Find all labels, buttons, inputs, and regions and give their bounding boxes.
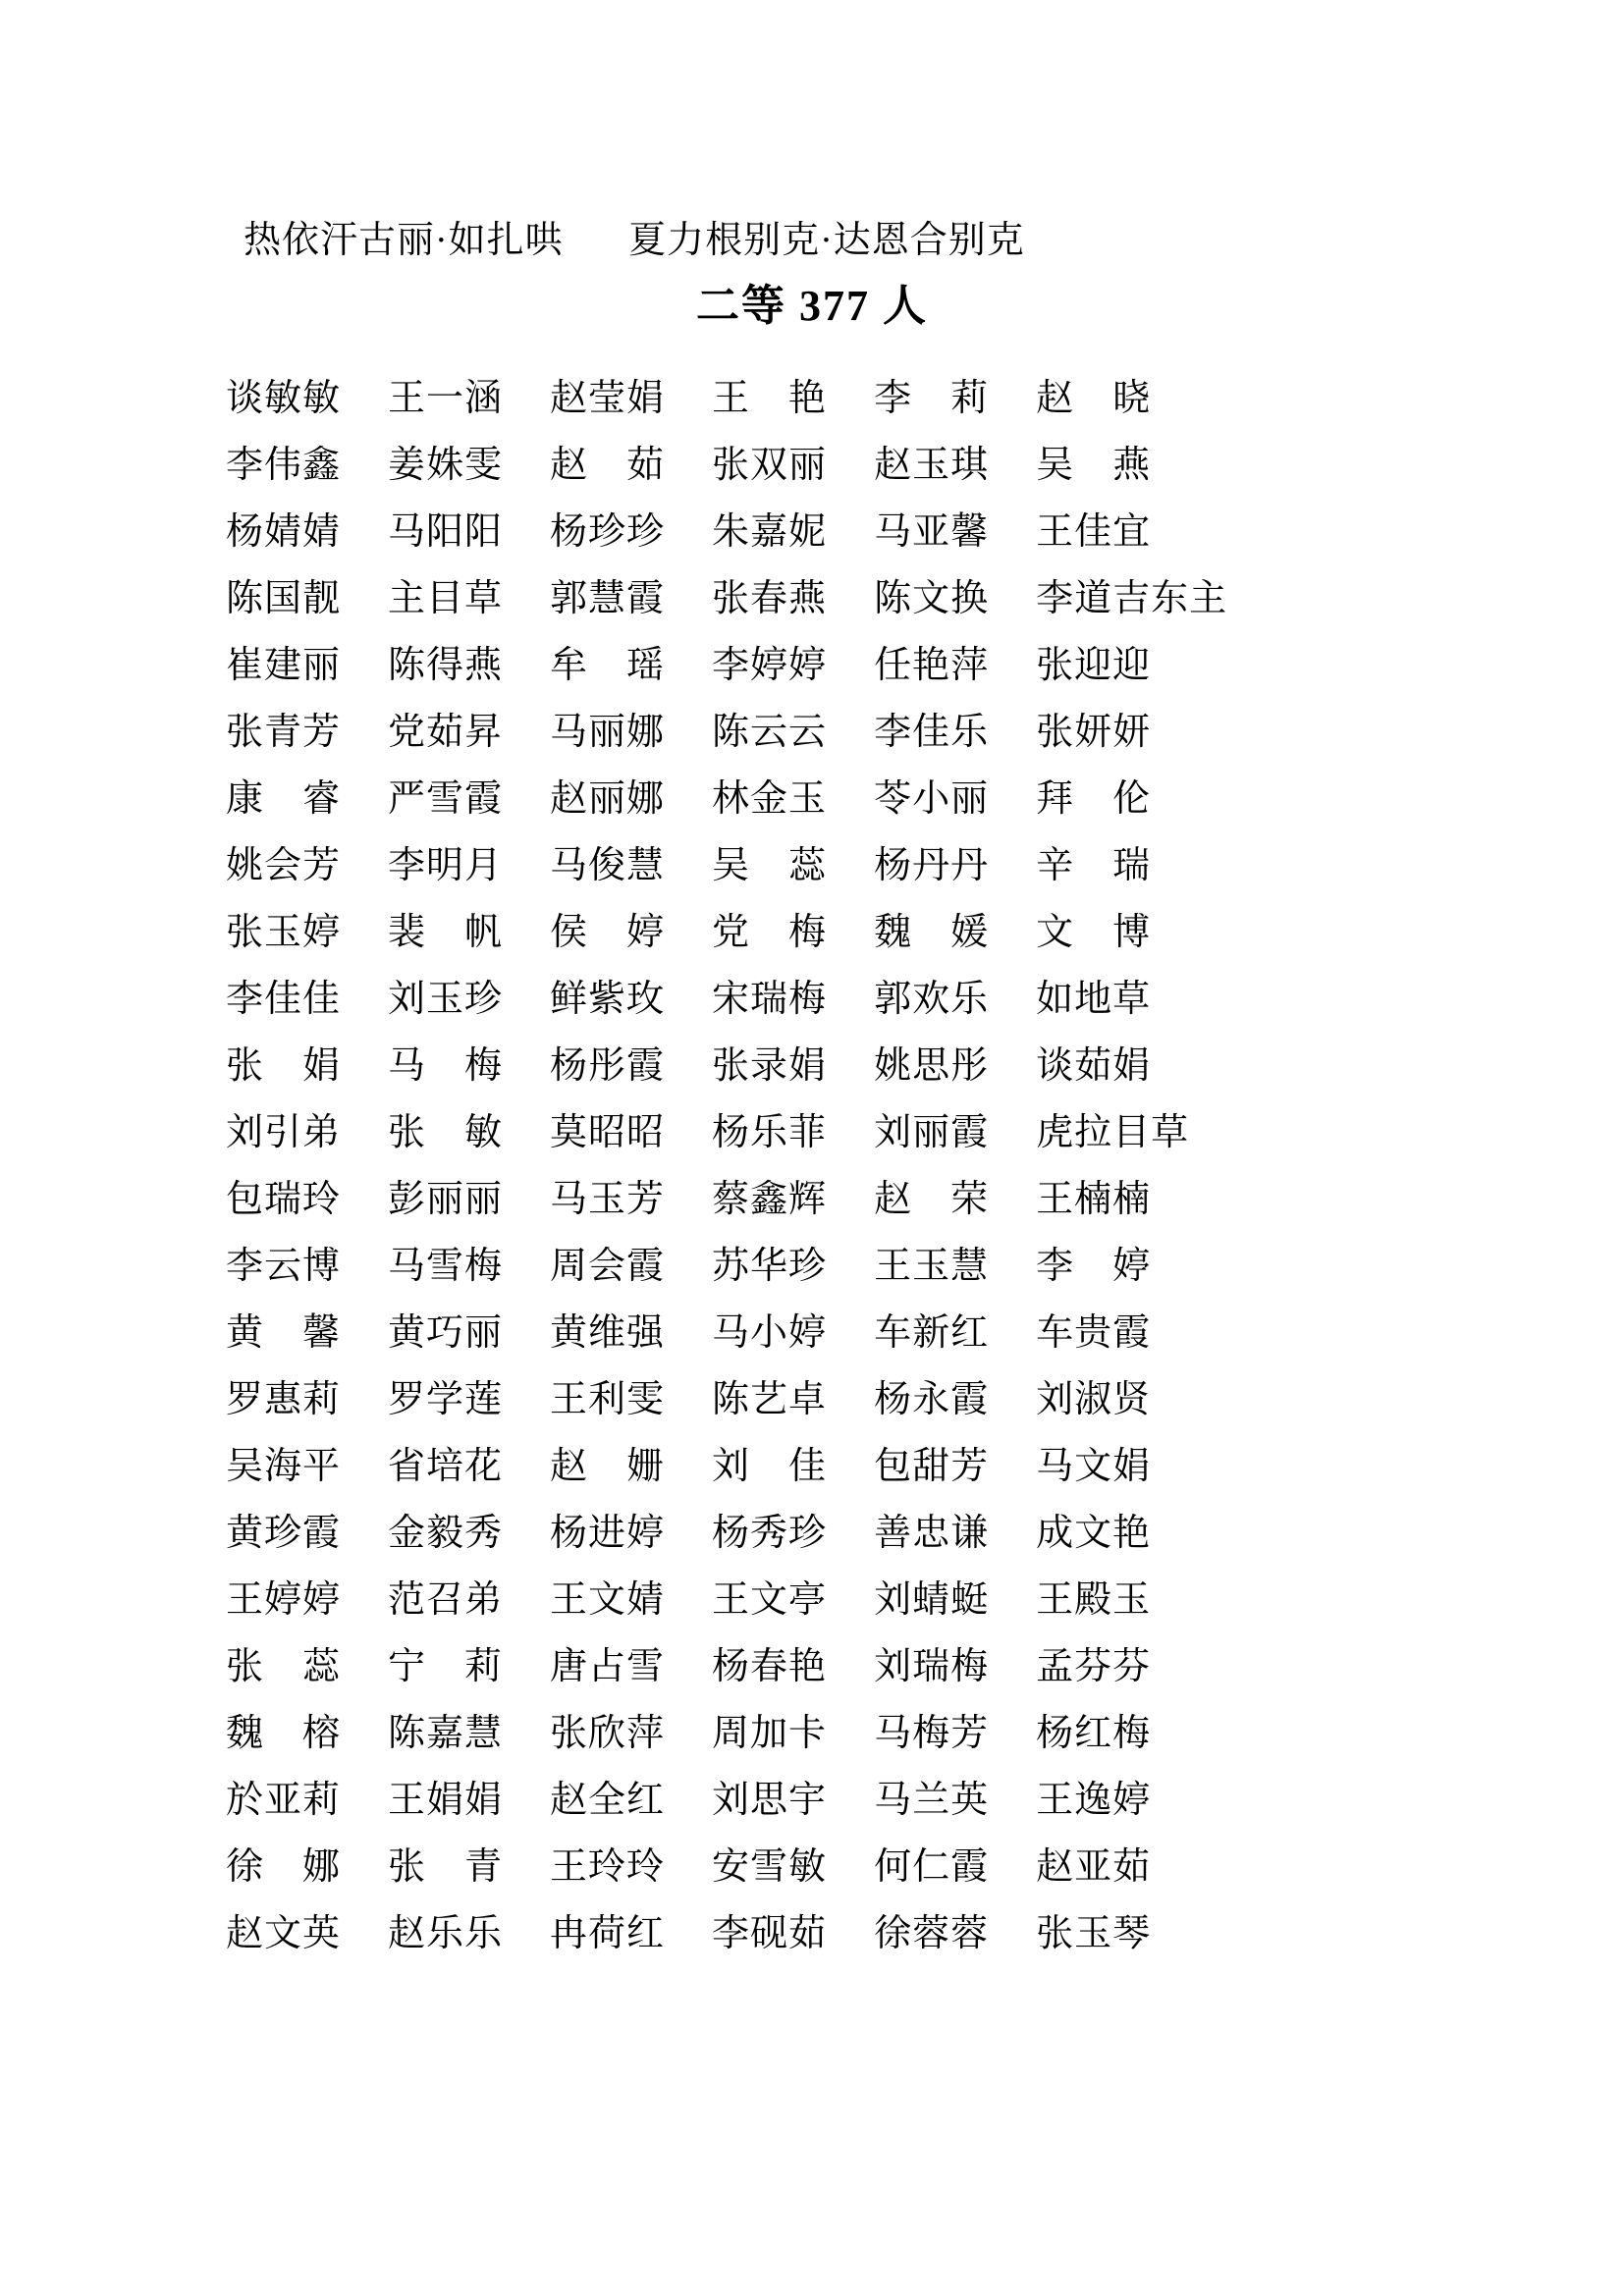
- name-row: [226, 1433, 1227, 1500]
- name-cell: 李云博: [226, 1246, 342, 1287]
- name-cell: 张 蕊: [226, 1646, 342, 1687]
- name-cell: 郭欢乐: [874, 979, 990, 1020]
- section-title: 二等 377 人: [696, 282, 928, 330]
- name-cell: 杨永霞: [874, 1379, 990, 1420]
- name-cell: 文 博: [1036, 912, 1152, 953]
- name-row: [226, 699, 1227, 766]
- name-cell: 赵 茹: [550, 445, 666, 486]
- name-cell: 苓小丽: [874, 778, 990, 820]
- name-cell: 吴海平: [226, 1446, 342, 1487]
- name-cell: 刘瑞梅: [874, 1646, 990, 1687]
- name-row: [226, 499, 1227, 565]
- name-row: [226, 832, 1227, 899]
- name-cell: 陈得燕: [388, 645, 504, 686]
- name-cell: 党 梅: [712, 912, 828, 953]
- name-row: [226, 632, 1227, 699]
- name-row: [226, 432, 1227, 499]
- name-cell: 刘蜻蜓: [874, 1579, 990, 1621]
- name-cell: 李佳乐: [874, 712, 990, 753]
- name-cell: 谈敏敏: [226, 378, 342, 419]
- name-cell: 牟 瑶: [550, 645, 666, 686]
- name-cell: 彭丽丽: [388, 1179, 504, 1220]
- name-cell: 王 艳: [712, 378, 828, 419]
- name-cell: 朱嘉妮: [712, 511, 828, 553]
- name-cell: 李砚茹: [712, 1913, 828, 1954]
- name-cell: 范召弟: [388, 1579, 504, 1621]
- name-cell: 徐蓉蓉: [874, 1913, 990, 1954]
- name-cell: 张玉琴: [1036, 1913, 1152, 1954]
- name-cell: 成文艳: [1036, 1513, 1152, 1554]
- name-row: [226, 1500, 1227, 1567]
- name-cell: 马阳阳: [388, 511, 504, 553]
- name-cell: 张欣萍: [550, 1713, 666, 1754]
- name-cell: 王一涵: [388, 378, 504, 419]
- name-cell: 姜姝雯: [388, 445, 504, 486]
- name-cell: 郭慧霞: [550, 578, 666, 619]
- name-row: [226, 1633, 1227, 1700]
- name-cell: 杨秀珍: [712, 1513, 828, 1554]
- name-cell: 辛 瑞: [1036, 845, 1152, 886]
- name-cell: 杨红梅: [1036, 1713, 1152, 1754]
- name-row: [226, 1366, 1227, 1433]
- name-cell: 崔建丽: [226, 645, 342, 686]
- name-row: [226, 565, 1227, 632]
- name-cell: 严雪霞: [388, 778, 504, 820]
- name-cell: 徐 娜: [226, 1846, 342, 1888]
- name-cell: 黄珍霞: [226, 1513, 342, 1554]
- name-cell: 李佳佳: [226, 979, 342, 1020]
- name-cell: 周会霞: [550, 1246, 666, 1287]
- name-cell: 冉荷红: [550, 1913, 666, 1954]
- name-cell: 拜 伦: [1036, 778, 1152, 820]
- name-cell: 马 梅: [388, 1045, 504, 1087]
- name-row: [226, 1567, 1227, 1633]
- name-cell: 李伟鑫: [226, 445, 342, 486]
- name-row: [226, 1700, 1227, 1767]
- name-cell: 赵亚茹: [1036, 1846, 1152, 1888]
- name-cell: 王文亭: [712, 1579, 828, 1621]
- name-cell: 赵玉琪: [874, 445, 990, 486]
- name-cell: 李道吉东主: [1036, 578, 1228, 619]
- name-cell: 杨珍珍: [550, 511, 666, 553]
- name-cell: 张春燕: [712, 578, 828, 619]
- name-cell: 马小婷: [712, 1312, 828, 1354]
- award-name: 热依汗古丽·如扎哄: [244, 220, 564, 261]
- name-cell: 罗惠莉: [226, 1379, 342, 1420]
- name-cell: 罗学莲: [388, 1379, 504, 1420]
- name-cell: 姚会芳: [226, 845, 342, 886]
- name-cell: 蔡鑫辉: [712, 1179, 828, 1220]
- name-cell: 谈茹娟: [1036, 1045, 1152, 1087]
- name-cell: 虎拉目草: [1036, 1112, 1190, 1153]
- name-cell: 李 婷: [1036, 1246, 1152, 1287]
- name-row: [226, 1900, 1227, 1967]
- name-cell: 吴 蕊: [712, 845, 828, 886]
- name-cell: 魏 媛: [874, 912, 990, 953]
- name-cell: 马俊慧: [550, 845, 666, 886]
- name-cell: 杨乐菲: [712, 1112, 828, 1153]
- name-cell: 姚思彤: [874, 1045, 990, 1087]
- name-cell: 刘丽霞: [874, 1112, 990, 1153]
- name-grid: [226, 365, 1227, 1967]
- name-cell: 王婷婷: [226, 1579, 342, 1621]
- name-cell: 包甜芳: [874, 1446, 990, 1487]
- name-cell: 张迎迎: [1036, 645, 1152, 686]
- name-cell: 魏 榕: [226, 1713, 342, 1754]
- name-cell: 赵 晓: [1036, 378, 1152, 419]
- name-cell: 马丽娜: [550, 712, 666, 753]
- name-cell: 金毅秀: [388, 1513, 504, 1554]
- name-cell: 李明月: [388, 845, 504, 886]
- name-cell: 赵文英: [226, 1913, 342, 1954]
- name-cell: 王娟娟: [388, 1780, 504, 1821]
- name-cell: 赵全红: [550, 1780, 666, 1821]
- name-cell: 王文婧: [550, 1579, 666, 1621]
- name-cell: 莫昭昭: [550, 1112, 666, 1153]
- name-row: [226, 1767, 1227, 1834]
- name-cell: 车新红: [874, 1312, 990, 1354]
- name-cell: 鲜紫玫: [550, 979, 666, 1020]
- name-cell: 陈艺卓: [712, 1379, 828, 1420]
- name-row: [226, 766, 1227, 832]
- name-row: [226, 1834, 1227, 1900]
- name-cell: 赵 姗: [550, 1446, 666, 1487]
- name-cell: 杨进婷: [550, 1513, 666, 1554]
- name-cell: 宋瑞梅: [712, 979, 828, 1020]
- name-cell: 任艳萍: [874, 645, 990, 686]
- name-cell: 吴 燕: [1036, 445, 1152, 486]
- name-cell: 李婷婷: [712, 645, 828, 686]
- name-cell: 刘玉珍: [388, 979, 504, 1020]
- name-row: [226, 1233, 1227, 1300]
- name-cell: 宁 莉: [388, 1646, 504, 1687]
- name-cell: 党茹昇: [388, 712, 504, 753]
- name-cell: 王逸婷: [1036, 1780, 1152, 1821]
- name-cell: 马玉芳: [550, 1179, 666, 1220]
- name-cell: 孟芬芬: [1036, 1646, 1152, 1687]
- award-names-line: [244, 218, 1025, 263]
- name-cell: 林金玉: [712, 778, 828, 820]
- name-cell: 王殿玉: [1036, 1579, 1152, 1621]
- name-cell: 主目草: [388, 578, 504, 619]
- name-row: [226, 1166, 1227, 1233]
- name-cell: 赵乐乐: [388, 1913, 504, 1954]
- name-cell: 刘思宇: [712, 1780, 828, 1821]
- name-row: [226, 1099, 1227, 1166]
- name-cell: 善忠谦: [874, 1513, 990, 1554]
- name-cell: 马亚馨: [874, 511, 990, 553]
- name-cell: 杨春艳: [712, 1646, 828, 1687]
- name-cell: 王楠楠: [1036, 1179, 1152, 1220]
- name-cell: 张 敏: [388, 1112, 504, 1153]
- name-cell: 张双丽: [712, 445, 828, 486]
- name-cell: 黄维强: [550, 1312, 666, 1354]
- award-name: 夏力根别克·达恩合别克: [628, 220, 1025, 261]
- name-row: [226, 899, 1227, 966]
- name-row: [226, 966, 1227, 1033]
- name-row: [226, 1033, 1227, 1099]
- name-cell: 赵丽娜: [550, 778, 666, 820]
- name-cell: 王玉慧: [874, 1246, 990, 1287]
- name-row: [226, 365, 1227, 432]
- name-cell: 张青芳: [226, 712, 342, 753]
- name-cell: 陈文换: [874, 578, 990, 619]
- name-cell: 陈嘉慧: [388, 1713, 504, 1754]
- name-cell: 张 娟: [226, 1045, 342, 1087]
- name-cell: 王利雯: [550, 1379, 666, 1420]
- name-cell: 康 睿: [226, 778, 342, 820]
- name-cell: 於亚莉: [226, 1780, 342, 1821]
- name-cell: 安雪敏: [712, 1846, 828, 1888]
- name-cell: 刘引弟: [226, 1112, 342, 1153]
- name-cell: 包瑞玲: [226, 1179, 342, 1220]
- name-cell: 张玉婷: [226, 912, 342, 953]
- name-row: [226, 1300, 1227, 1366]
- name-cell: 张录娟: [712, 1045, 828, 1087]
- name-cell: 李 莉: [874, 378, 990, 419]
- name-cell: 马兰英: [874, 1780, 990, 1821]
- name-cell: 张 青: [388, 1846, 504, 1888]
- name-cell: 马梅芳: [874, 1713, 990, 1754]
- name-cell: 黄巧丽: [388, 1312, 504, 1354]
- name-cell: 裴 帆: [388, 912, 504, 953]
- name-cell: 马雪梅: [388, 1246, 504, 1287]
- name-cell: 王玲玲: [550, 1846, 666, 1888]
- name-cell: 省培花: [388, 1446, 504, 1487]
- name-cell: 张妍妍: [1036, 712, 1152, 753]
- name-cell: 何仁霞: [874, 1846, 990, 1888]
- name-cell: 杨丹丹: [874, 845, 990, 886]
- name-cell: 如地草: [1036, 979, 1152, 1020]
- name-cell: 王佳宜: [1036, 511, 1152, 553]
- name-cell: 赵莹娟: [550, 378, 666, 419]
- name-cell: 苏华珍: [712, 1246, 828, 1287]
- name-cell: 周加卡: [712, 1713, 828, 1754]
- name-cell: 赵 荣: [874, 1179, 990, 1220]
- name-cell: 马文娟: [1036, 1446, 1152, 1487]
- name-cell: 唐占雪: [550, 1646, 666, 1687]
- name-cell: 侯 婷: [550, 912, 666, 953]
- name-cell: 杨婧婧: [226, 511, 342, 553]
- name-cell: 黄 馨: [226, 1312, 342, 1354]
- name-cell: 陈国靓: [226, 578, 342, 619]
- name-cell: 陈云云: [712, 712, 828, 753]
- name-cell: 车贵霞: [1036, 1312, 1152, 1354]
- name-cell: 杨彤霞: [550, 1045, 666, 1087]
- name-cell: 刘 佳: [712, 1446, 828, 1487]
- name-cell: 刘淑贤: [1036, 1379, 1152, 1420]
